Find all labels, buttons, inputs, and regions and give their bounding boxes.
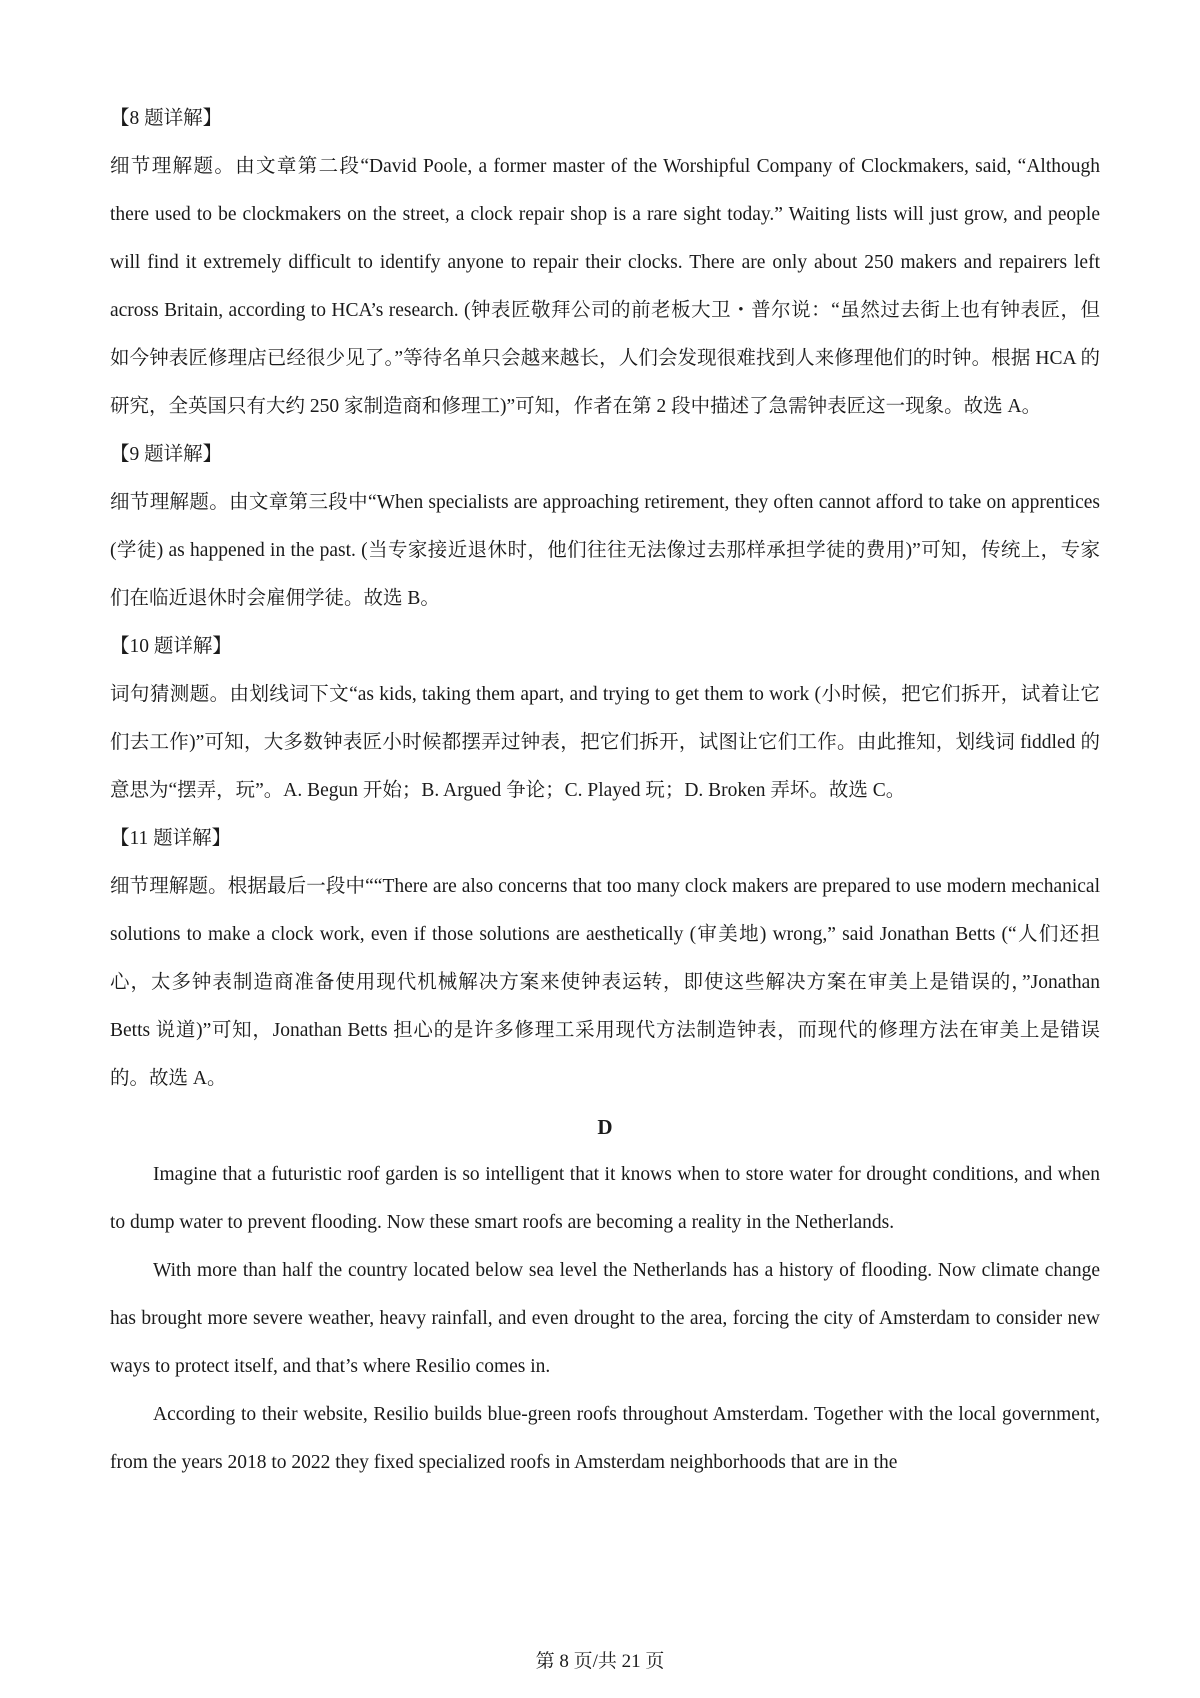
page-content [110,95,1100,1487]
passage-d-paragraph-1: Imagine that a futuristic roof garden is so intelligent that it knows when to store water for drought conditions, and when to dump water to prevent flooding. Now these smart roofs are becoming a reality in the Netherlands. [110,1164,1100,1233]
q9-heading: 【9 题详解】 [110,444,223,465]
q8-explanation: 细节理解题。由文章第二段“David Poole, a former master of the Worshipful Company of Clockmakers, said, “Although there used to be clockmakers on the street, a clock repair shop is a rare sight today.” Waiting lists will just grow, and people will find it extremely difficult to identify anyone to repair their clocks. There are only about 250 makers and repairers left across Britain, according to HCA’s research. (钟表匠敬拜公司的前老板大卫・普尔说：“虽然过去街上也有钟表匠，但如今钟表匠修理店已经很少见了。”等待名单只会越来越长，人们会发现很难找到人来修理他们的时钟。根据 HCA 的研究，全英国只有大约 250 家制造商和修理工)”可知，作者在第 2 段中描述了急需钟表匠这一现象。故选 A。 [110,156,1100,417]
q9-explanation: 细节理解题。由文章第三段中“When specialists are approaching retirement, they often cannot afford to take on apprentices (学徒) as happened in the past. (当专家接近退休时，他们往往无法像过去那样承担学徒的费用)”可知，传统上，专家们在临近退休时会雇佣学徒。故选 B。 [110,492,1100,609]
q10-heading: 【10 题详解】 [110,636,232,657]
passage-d-paragraph-2: With more than half the country located below sea level the Netherlands has a history of flooding. Now climate change has brought more severe weather, heavy rainfall, and even drought to the area, forcing the city of Amsterdam to consider new ways to protect itself, and that’s where Resilio comes in. [110,1260,1100,1377]
passage-d-paragraph-3: According to their website, Resilio builds blue-green roofs throughout Amsterdam. Together with the local government, from the years 2018 to 2022 they fixed specialized roofs in Amsterdam neighborhoods that are in the [110,1404,1100,1473]
q11-heading: 【11 题详解】 [110,828,232,849]
q8-heading: 【8 题详解】 [110,108,223,129]
passage-d-title: D [597,1115,613,1139]
q11-explanation: 细节理解题。根据最后一段中““There are also concerns that too many clock makers are prepared to use modern mechanical solutions to make a clock work, even if those solutions are aesthetically (审美地) wrong,” said Jonathan Betts (“人们还担心，太多钟表制造商准备使用现代机械解决方案来使钟表运转，即使这些解决方案在审美上是错误的，”Jonathan Betts 说道)”可知，Jonathan Betts 担心的是许多修理工采用现代方法制造钟表，而现代的修理方法在审美上是错误的。故选 A。 [110,876,1100,1089]
page-number: 第 8 页/共 21 页 [535,1651,665,1672]
q10-explanation: 词句猜测题。由划线词下文“as kids, taking them apart, and trying to get them to work (小时候，把它们拆开，试着让它们去工作)”可知，大多数钟表匠小时候都摆弄过钟表，把它们拆开，试图让它们工作。由此推知，划线词 fiddled 的意思为“摆弄，玩”。A. Begun 开始；B. Argued 争论；C. Played 玩；D. Broken 弄坏。故选 C。 [110,684,1100,801]
